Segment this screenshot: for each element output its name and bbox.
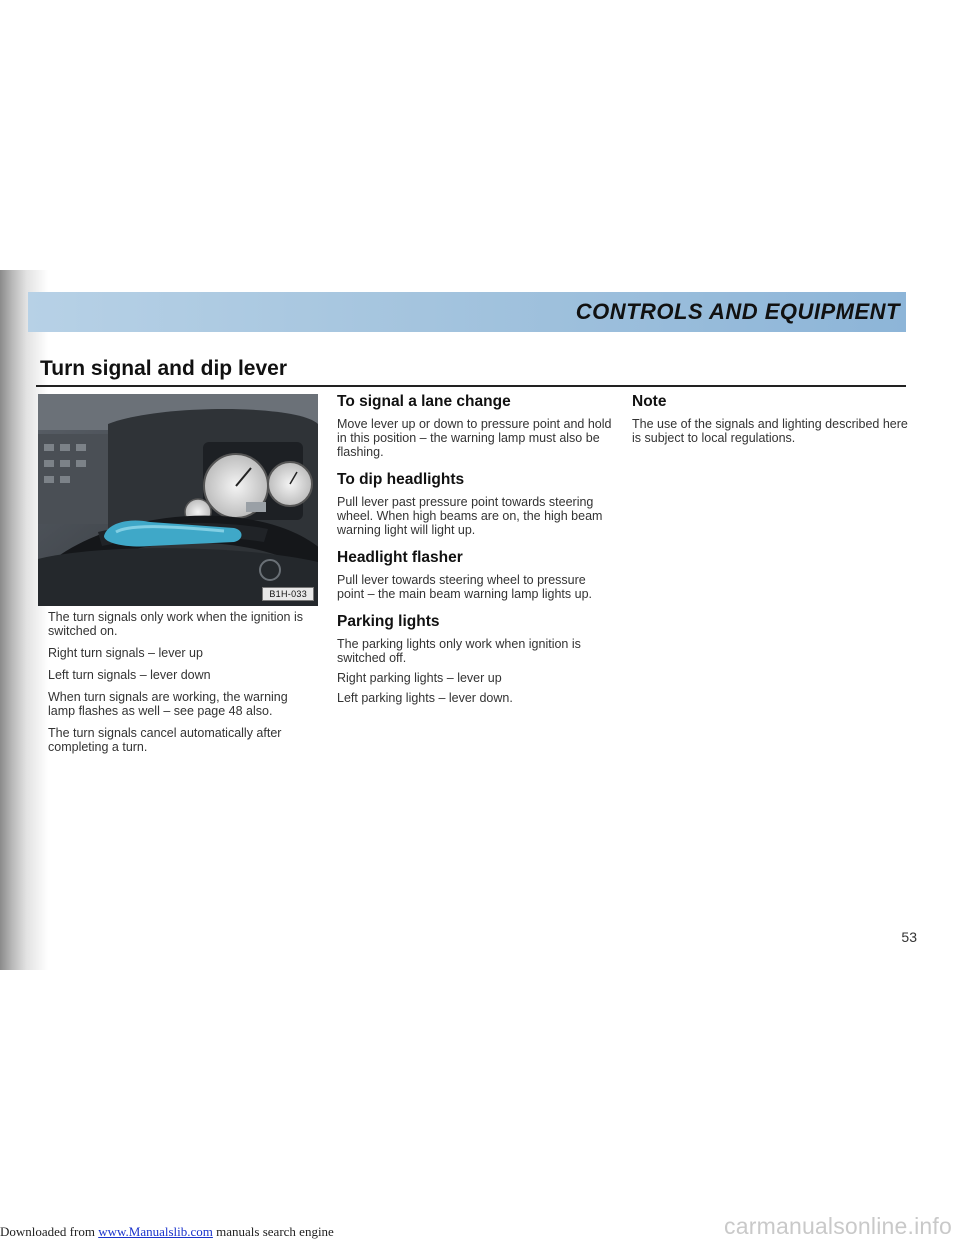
middle-column bbox=[337, 393, 614, 711]
watermark: carmanualsonline.info bbox=[724, 1213, 952, 1239]
left-column bbox=[48, 610, 318, 762]
lane-change-text: Move lever up or down to pressure point and hold in this position – the warning lamp must also be flashing. bbox=[337, 417, 612, 459]
headlight-flasher-text: Pull lever towards steering wheel to pressure point – the main beam warning lamp lights up. bbox=[337, 573, 593, 601]
parking-lights-left: Left parking lights – lever down. bbox=[337, 691, 513, 705]
footer-prefix: Downloaded from bbox=[0, 1224, 99, 1239]
right-column bbox=[632, 393, 912, 457]
left-paragraph: The turn signals only work when the ignition is switched on. bbox=[48, 610, 303, 638]
note-heading: Note bbox=[632, 393, 667, 410]
left-paragraph: Right turn signals – lever up bbox=[48, 646, 203, 660]
section-title: Turn signal and dip lever bbox=[40, 357, 287, 380]
dashboard-illustration bbox=[38, 394, 318, 606]
parking-lights-right: Right parking lights – lever up bbox=[337, 671, 502, 685]
headlight-flasher-heading: Headlight flasher bbox=[337, 549, 463, 566]
page-number: 53 bbox=[901, 929, 917, 945]
parking-lights-heading: Parking lights bbox=[337, 613, 440, 630]
download-footer bbox=[0, 1224, 334, 1240]
dip-headlights-heading: To dip headlights bbox=[337, 471, 465, 488]
left-paragraph: The turn signals cancel automatically after completing a turn. bbox=[48, 726, 282, 754]
dashboard-photo bbox=[38, 394, 318, 606]
figure-label: B1H-033 bbox=[262, 587, 314, 601]
section-divider bbox=[36, 385, 906, 387]
left-paragraph: Left turn signals – lever down bbox=[48, 668, 211, 682]
lane-change-heading: To signal a lane change bbox=[337, 393, 511, 410]
dip-headlights-text: Pull lever past pressure point towards steering wheel. When high beams are on, the high beam warning light will light up. bbox=[337, 495, 603, 537]
parking-lights-text: The parking lights only work when ignition is switched off. bbox=[337, 637, 581, 665]
footer-suffix: manuals search engine bbox=[212, 1224, 334, 1239]
chapter-title: CONTROLS AND EQUIPMENT bbox=[575, 299, 900, 324]
left-paragraph: When turn signals are working, the warning lamp flashes as well – see page 48 also. bbox=[48, 690, 288, 718]
chapter-banner bbox=[28, 292, 906, 332]
manualslib-link[interactable]: www.Manualslib.com bbox=[98, 1224, 213, 1239]
note-text: The use of the signals and lighting described here is subject to local regulations. bbox=[632, 417, 908, 445]
